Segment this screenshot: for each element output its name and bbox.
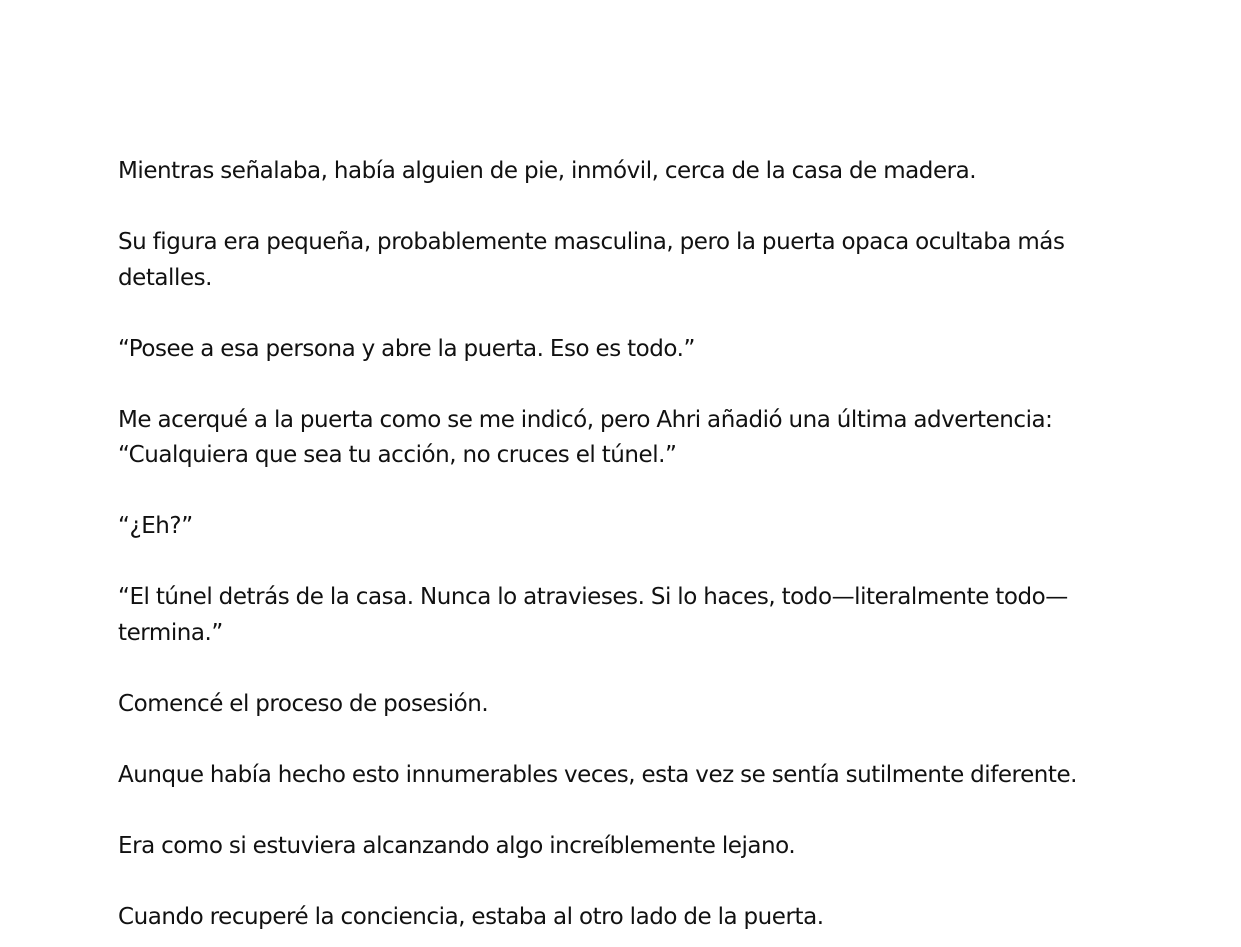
paragraph-10: Cuando recuperé la conciencia, estaba al otro lado de la puerta. (118, 903, 824, 930)
paragraph-2: Su figura era pequeña, probablemente masculina, pero la puerta opaca ocultaba más detalles. (118, 229, 1065, 291)
paragraph-4: Me acerqué a la puerta como se me indicó, pero Ahri añadió una última advertencia: “Cualquiera que sea tu acción, no cruces el túnel.” (118, 406, 1053, 468)
paragraph-3: “Posee a esa persona y abre la puerta. Eso es todo.” (118, 335, 695, 362)
paragraph-9: Era como si estuviera alcanzando algo increíblemente lejano. (118, 832, 796, 859)
paragraph-8: Aunque había hecho esto innumerables veces, esta vez se sentía sutilmente diferente. (118, 761, 1078, 788)
paragraph-5: “¿Eh?” (118, 513, 193, 539)
paragraph-7: Comencé el proceso de posesión. (118, 690, 489, 717)
paragraph-6: “El túnel detrás de la casa. Nunca lo atravieses. Si lo haces, todo—literalmente todo—termina.” (118, 584, 1068, 646)
document-body (118, 154, 1128, 935)
paragraph-1: Mientras señalaba, había alguien de pie, inmóvil, cerca de la casa de madera. (118, 158, 977, 184)
